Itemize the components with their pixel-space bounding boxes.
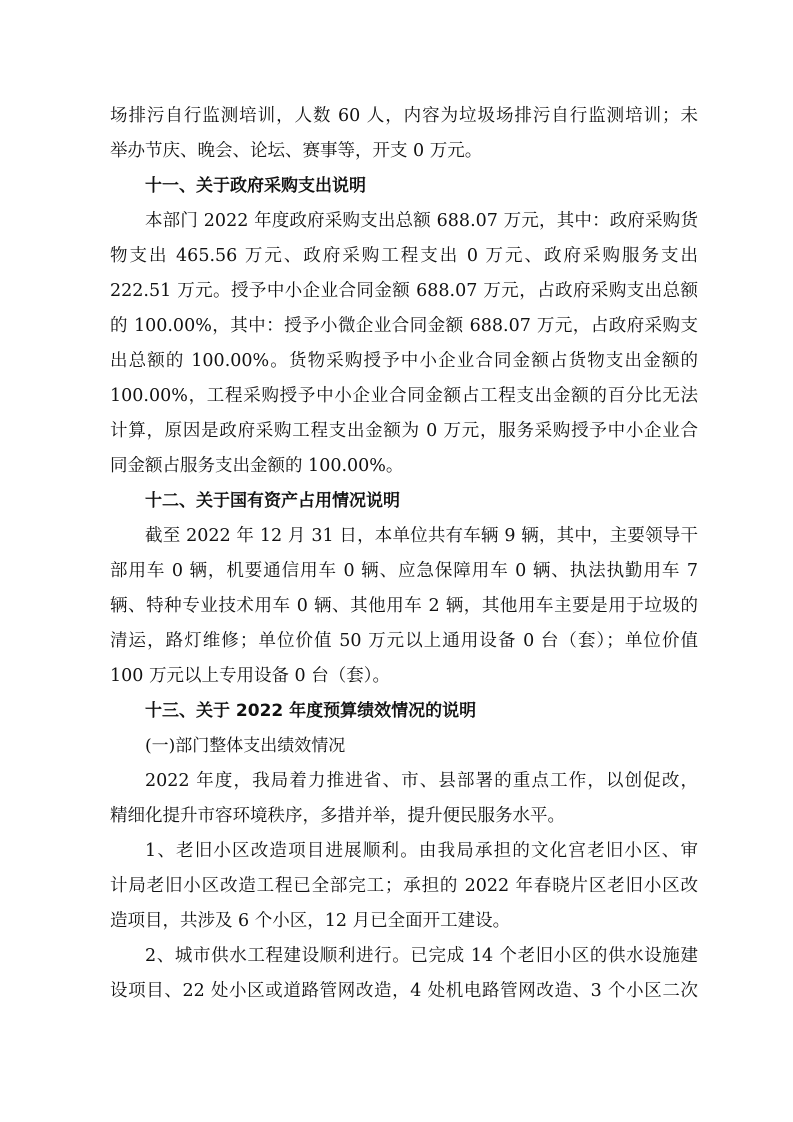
text-line: 本部门 2022 年度政府采购支出总额 688.07 万元，其中：政府采购货	[145, 211, 698, 231]
text-line: 100.00%，工程采购授予中小企业合同金额占工程支出金额的百分比无法	[110, 386, 698, 406]
paragraph-renovation	[110, 834, 698, 939]
subsection-heading-overall: (一)部门整体支出绩效情况	[145, 736, 346, 756]
text-line: 出总额的 100.00%。货物采购授予中小企业合同金额占货物支出金额的	[110, 351, 698, 371]
text-line: 截至 2022 年 12 月 31 日，本单位共有车辆 9 辆，其中，主要领导干	[145, 526, 698, 546]
text-line: 场排污自行监测培训，人数 60 人，内容为垃圾场排污自行监测培训；未	[110, 106, 698, 126]
text-line: 2、城市供水工程建设顺利进行。已完成 14 个老旧小区的供水设施建	[145, 946, 698, 966]
paragraph-assets	[110, 519, 698, 694]
text-line: 辆、特种专业技术用车 0 辆、其他用车 2 辆，其他用车主要是用于垃圾的	[110, 596, 698, 616]
text-line: 100 万元以上专用设备 0 台（套）。	[110, 666, 390, 686]
text-line: 精细化提升市容环境秩序，多措并举，提升便民服务水平。	[110, 806, 565, 826]
text-line: 造项目，共涉及 6 个小区，12 月已全面开工建设。	[110, 911, 511, 931]
paragraph-procurement	[110, 204, 698, 484]
section-heading-performance: 十三、关于 2022 年度预算绩效情况的说明	[145, 701, 477, 721]
section-heading-assets: 十二、关于国有资产占用情况说明	[145, 491, 400, 511]
text-line: 2022 年度，我局着力推进省、市、县部署的重点工作，以创促改，	[145, 771, 698, 791]
text-line: 同金额占服务支出金额的 100.00%。	[110, 456, 404, 476]
text-line: 1、老旧小区改造项目进展顺利。由我局承担的文化宫老旧小区、审	[145, 841, 698, 861]
paragraph-water-supply	[110, 939, 698, 1009]
paragraph-training	[110, 99, 698, 169]
paragraph-overview	[110, 764, 698, 834]
text-line: 部用车 0 辆，机要通信用车 0 辆、应急保障用车 0 辆、执法执勤用车 7	[110, 561, 698, 581]
text-line: 计局老旧小区改造工程已全部完工；承担的 2022 年春晓片区老旧小区改	[110, 876, 698, 896]
document-body	[110, 99, 698, 1009]
text-line: 222.51 万元。授予中小企业合同金额 688.07 万元，占政府采购支出总额	[110, 281, 698, 301]
text-line: 清运，路灯维修；单位价值 50 万元以上通用设备 0 台（套）；单位价值	[110, 631, 698, 651]
section-heading-procurement: 十一、关于政府采购支出说明	[145, 176, 366, 196]
text-line: 设项目、22 处小区或道路管网改造，4 处机电路管网改造、3 个小区二次	[110, 981, 698, 1001]
text-line: 的 100.00%，其中：授予小微企业合同金额 688.07 万元，占政府采购支	[110, 316, 698, 336]
text-line: 物支出 465.56 万元、政府采购工程支出 0 万元、政府采购服务支出	[110, 246, 698, 266]
text-line: 计算，原因是政府采购工程支出金额为 0 万元，服务采购授予中小企业合	[110, 421, 698, 441]
text-line: 举办节庆、晚会、论坛、赛事等，开支 0 万元。	[110, 141, 483, 161]
